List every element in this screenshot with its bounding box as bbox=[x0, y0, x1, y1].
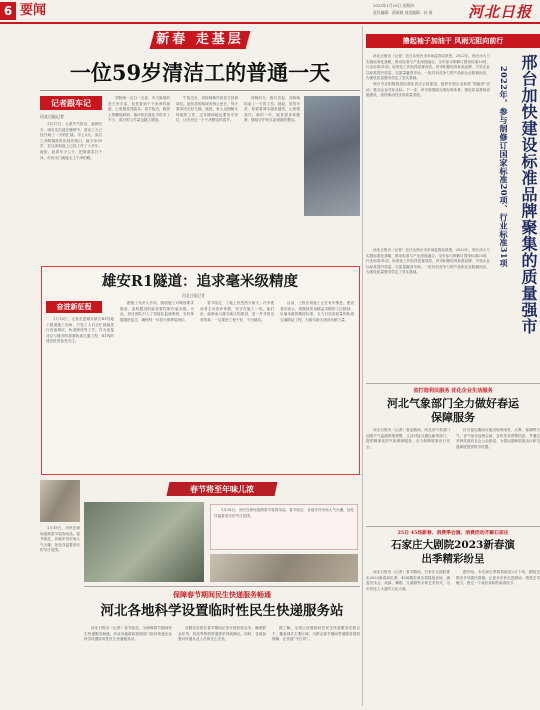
featured-col-2: 据施工负责人介绍，隧道施工对精度要求极高，盾构掘进的偏差要控制在毫米级。为此，项目团队引入了智能化监测系统，实时掌握掘进姿态，确保每一环管片都拼装到位。 bbox=[120, 301, 194, 322]
bottom-kicker-rule bbox=[84, 586, 360, 587]
bottom-col-3: 据了解，全省已设置临时性民生快递服务站数百个，覆盖城乡主要区域，为群众春节期间寄递服务提供保障，让快递“不打烊”。 bbox=[272, 626, 360, 642]
bottom-col-2: 各服务站将在春节期间正常开展收投业务，确保群众年货、药品等物资寄递需求得到满足。同时，各地加强对快递从业人员的关心关爱。 bbox=[178, 626, 266, 642]
featured-byline: 河北日报记者 bbox=[182, 293, 205, 298]
right-banner-text: 撸起袖子加油干 风雨无阻向前行 bbox=[402, 36, 504, 45]
section3-col-1: 河北日报讯（记者）春节期间，石家庄大剧院推出2023新春演出季，45场精彩演出将陆续登场，涵盖音乐会、戏曲、舞剧、儿童剧等多种艺术形式，为市民送上丰富的文化大餐。 bbox=[366, 570, 450, 591]
date-line: 2023年1月19日 星期四 bbox=[373, 3, 414, 8]
bottom-series-banner bbox=[162, 480, 282, 498]
bottom-photo bbox=[84, 502, 204, 582]
header-rule bbox=[0, 22, 540, 24]
series-banner bbox=[140, 28, 260, 52]
featured-article-box bbox=[41, 266, 360, 475]
bottom-col-1: 河北日报讯（记者）春节临近，为保障春节期间民生快递服务畅通，河北各地邮政管理部门指导快递企业科学设置临时性民生快递服务站。 bbox=[84, 626, 172, 642]
right-column bbox=[366, 26, 540, 710]
featured-col-4: 目前，工程各项施工正在有序推进。建设者们表示，将继续发扬精益求精的工匠精神，以毫米级的精度标准，全力打造高质量的轨道交通精品工程，为雄安新区建设贡献力量。 bbox=[280, 301, 354, 322]
section3-title: 石家庄大剧院2023新春演出季精彩纷呈 bbox=[391, 539, 515, 565]
byline: 河北日报记者 bbox=[40, 114, 64, 119]
right-banner bbox=[366, 34, 540, 48]
column-divider bbox=[362, 26, 363, 706]
right-top-text-2: 河北日报讯（记者）近日从邢台市市场监管局获悉，2022年，邢台市大力实施标准化战略，推动标准与产业深度融合。全年参与制修订国家标准20项、行业标准31项，标准化工作取得显著成效。该市积极培育标准品牌，引导企业以标准提升质量，以质量赢得市场，一批具有竞争力的产品和企业脱颖而出，为建设质量强市奠定了坚实基础。 bbox=[366, 248, 490, 275]
series-banner-text: 新春 走基层 bbox=[156, 32, 244, 47]
featured-col-1: 1月18日，记者走进雄安新区R1线地下隧道施工现场，只见工人们正忙碌地进行设备调试、轨道铺设等工作。作为连接北京与雄安的重要轨道交通工程，R1线的建设进度备受关注。 bbox=[46, 317, 114, 344]
feature-photo bbox=[304, 96, 360, 216]
page-number: 6 bbox=[0, 2, 16, 20]
section-name: 要闻 bbox=[20, 3, 47, 18]
bottom-kicker: 保障春节期间民生快递服务畅通 bbox=[173, 590, 271, 599]
byline-bar: 记者跟车记 bbox=[40, 96, 102, 110]
section2-col-2: 针对春运期间可能出现的雨雪、大雾、寒潮等天气，省气象台加密会商，及时发布预警信息，并通过多种渠道向社会公众推送，为春运期间旅客出行和交通调度提供科学依据。 bbox=[456, 428, 540, 449]
right-vertical-subhead: 2022年，参与制修订国家标准20项、行业标准31项 bbox=[499, 66, 509, 268]
right-top-text: 河北日报讯（记者）近日从邢台市市场监管局获悉，2022年，邢台市大力实施标准化战略，推动标准与产业深度融合。全年参与制修订国家标准20项、行业标准31项，标准化工作取得显著成效。该市积极培育标准品牌，引导企业以标准提升质量，以质量赢得市场，一批具有竞争力的产品和企业脱颖而出，为建设质量强市奠定了坚实基础。 邢台市还积极推进标准化试点示范建设，组织开展企业标准“领跑者”活动，推动企业对标达标。下一步，该市将继续完善标准体系，强化质量基础设施建设，加快推动经济高质量发展。 bbox=[366, 54, 490, 98]
bottom-feature bbox=[84, 480, 360, 710]
section2-col-1: 河北日报讯（记者）春运期间，河北省气象部门加强天气监测预报预警，主动对接交通运输等部门，提供精细化的气象保障服务，全力保障旅客出行安全。 bbox=[366, 428, 450, 449]
article-col-4: 傍晚时分，街灯亮起，刘阿姨结束了一天的工作。她说，虽然辛苦，但看着城市越来越美，心里很高兴。新的一年，她希望身体健康，继续守护好这条街道的整洁。 bbox=[244, 96, 300, 123]
editor-line: 责任编辑：薛丽敏 视觉编辑：孙 海 bbox=[373, 10, 433, 15]
lower-left-text: 1月18日，市民在商场选购春节装饰用品。春节临近，各地年货市场人气火爆，处处洋溢着喜庆的节日氛围。 bbox=[40, 526, 80, 553]
featured-subhead-bar: 奋进新征程 bbox=[46, 301, 102, 313]
section2-title: 河北气象部门全力做好春运保障服务 bbox=[387, 397, 519, 424]
section3-kicker: 25日 45场新春、消费季会演、消费活动齐聚石家庄 bbox=[397, 530, 509, 536]
article-col-1: 1月17日，大寒节气将至，凌晨时分，城市还沉浸在睡梦中，清洁工人已经开始了一天的忙碌。早上5点，清洁工刘阿姨准时出现在路口，她今年59岁，在这条街道上已经工作了十多年。她说，趁着车少人少，把街道清扫干净，市民出门就能走上干净的路。 bbox=[40, 122, 102, 160]
section3-col-2: 据介绍，本次演出季将持续至2月下旬，剧院还推出多项惠民措施，让更多市民走进剧场，感受艺术魅力，度过一个欢乐祥和的新春佳节。 bbox=[456, 570, 540, 586]
section3-rule bbox=[366, 526, 540, 527]
section2-kicker: 省打造利民服务 优化企业生活服务 bbox=[413, 388, 493, 394]
section2-rule bbox=[366, 383, 540, 384]
article-col-2: 刘阿姨一边扫一边说，冬天最难的是天冷手冻，但是看到干干净净的街道，心里就觉得踏实。春节临近，路面上的鞭炮碎屑、落叶和垃圾比平时多了不少，清扫的工作量也随之增加。 bbox=[108, 96, 170, 123]
masthead-logo: 河北日报 bbox=[468, 3, 533, 21]
bottom-headline: 河北各地科学设置临时性民生快递服务站 bbox=[100, 603, 344, 619]
page-header bbox=[0, 0, 540, 22]
left-feature bbox=[40, 26, 360, 266]
bottom-series-banner-text: 春节将至年味儿浓 bbox=[190, 484, 254, 494]
featured-headline: 雄安R1隧道：追求毫米级精度 bbox=[101, 273, 299, 290]
right-vertical-headline: 邢台加快建设标准品牌聚集的质量强市 bbox=[519, 54, 538, 335]
article-col-3: 午饭过后，刘阿姨稍作休息又回到岗位。她负责的路段有两公里长，每天要来回走好几趟。她说，家人也理解支持她的工作，过年期间她也要坚守岗位，让市民过一个干净整洁的春节。 bbox=[176, 96, 238, 123]
feature-headline: 一位59岁清洁工的普通一天 bbox=[69, 60, 331, 85]
headline-rule bbox=[40, 90, 360, 91]
featured-col-3: 春节临近，工地上依然热火朝天。许多建设者主动放弃休假，坚守在施工一线。他们说，能够参与雄安新区的建设，是一件非常光荣的事，一定要把工程干好，干出精品。 bbox=[200, 301, 274, 322]
bottom-photo-caption: 1月18日，市民在商场选购春节装饰用品。春节临近，各地年货市场人气火爆，处处洋溢着喜庆的节日氛围。 bbox=[210, 504, 358, 550]
lower-left-photo bbox=[40, 480, 80, 522]
bottom-photo-2 bbox=[210, 554, 358, 582]
